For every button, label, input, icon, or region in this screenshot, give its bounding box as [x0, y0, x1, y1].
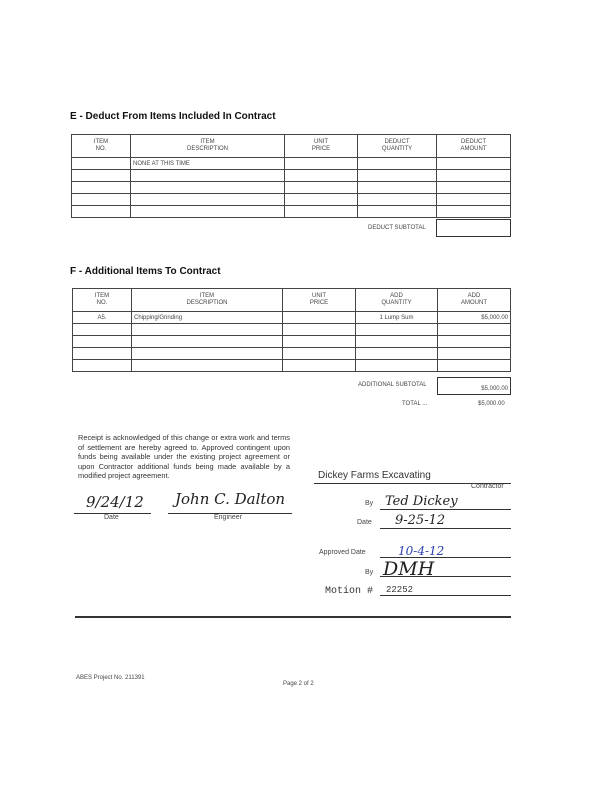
table-cell	[437, 206, 511, 218]
table-cell	[131, 206, 285, 218]
table-row	[73, 360, 511, 372]
receipt-text: Receipt is acknowledged of this change or extra work and terms of settlement are hereby agreed to. Approved contingent upon funds being available under the existing project agreement or upon Contractor additional funds being made available by a modified project agreement.	[78, 433, 290, 481]
table-cell	[132, 336, 283, 348]
table-cell	[437, 182, 511, 194]
table-cell: NONE AT THIS TIME	[131, 158, 285, 170]
table-cell	[132, 324, 283, 336]
table-row	[72, 206, 511, 218]
table-cell	[358, 182, 437, 194]
motion-value: 22252	[386, 585, 414, 595]
total-value: $5,000.00	[478, 401, 505, 407]
total-label: TOTAL ...	[402, 401, 428, 407]
table-cell	[283, 324, 356, 336]
table-row	[72, 170, 511, 182]
table-cell	[358, 158, 437, 170]
engineer-label: Engineer	[214, 514, 243, 521]
table-cell	[283, 312, 356, 324]
motion-label: Motion #	[325, 586, 374, 597]
approved-date-label: Approved Date	[319, 549, 366, 556]
table-header-row	[73, 289, 511, 312]
approved-date-value: 10-4-12	[398, 544, 445, 558]
table-cell	[438, 336, 511, 348]
table-cell	[356, 360, 438, 372]
table-cell	[283, 336, 356, 348]
table-header-row	[72, 135, 511, 158]
contractor-name: Dickey Farms Excavating	[318, 470, 431, 481]
column-header: ITEM DESCRIPTION	[131, 135, 285, 158]
deduct-subtotal-box	[436, 219, 511, 237]
table-cell	[72, 158, 131, 170]
table-row	[73, 312, 511, 324]
contractor-date-value: 9-25-12	[395, 513, 446, 528]
table-cell	[132, 360, 283, 372]
table-cell	[73, 336, 132, 348]
table-cell	[72, 170, 131, 182]
additional-subtotal-value: $5,000.00	[481, 386, 508, 392]
column-header: ITEM NO.	[73, 289, 132, 312]
deduct-table	[71, 134, 511, 218]
table-cell	[283, 348, 356, 360]
table-cell	[358, 194, 437, 206]
contractor-date-label: Date	[357, 519, 372, 526]
table-row	[72, 158, 511, 170]
table-row	[73, 324, 511, 336]
table-cell	[72, 182, 131, 194]
table-cell: $5,000.00	[438, 312, 511, 324]
column-header: DEDUCT AMOUNT	[437, 135, 511, 158]
table-cell	[131, 194, 285, 206]
engineer-date-value: 9/24/12	[86, 493, 144, 511]
table-cell	[358, 170, 437, 182]
table-cell	[438, 324, 511, 336]
table-cell	[358, 206, 437, 218]
table-cell	[73, 348, 132, 360]
table-cell	[285, 194, 358, 206]
project-number: ABES Project No. 211391	[76, 675, 145, 681]
table-cell	[73, 324, 132, 336]
table-cell	[132, 348, 283, 360]
engineer-date-label: Date	[104, 514, 119, 521]
table-cell	[356, 336, 438, 348]
table-cell	[131, 170, 285, 182]
contractor-by-label: By	[365, 500, 374, 507]
table-cell	[73, 360, 132, 372]
column-header: ADD QUANTITY	[356, 289, 438, 312]
additional-table	[72, 288, 511, 372]
table-cell: Chipping/Grinding	[132, 312, 283, 324]
additional-subtotal-box	[437, 377, 511, 395]
column-header: ITEM NO.	[72, 135, 131, 158]
page-number: Page 2 of 2	[283, 681, 314, 687]
table-cell	[131, 182, 285, 194]
table-cell	[285, 182, 358, 194]
contractor-signature: Ted Dickey	[385, 494, 458, 509]
column-header: UNIT PRICE	[285, 135, 358, 158]
column-header: UNIT PRICE	[283, 289, 356, 312]
table-row	[72, 182, 511, 194]
table-cell: A5.	[73, 312, 132, 324]
table-row	[73, 336, 511, 348]
engineer-signature: John C. Dalton	[175, 490, 286, 508]
section-f-title: F - Additional Items To Contract	[70, 266, 221, 277]
table-cell	[437, 170, 511, 182]
table-cell	[285, 206, 358, 218]
table-cell	[438, 360, 511, 372]
table-cell	[285, 158, 358, 170]
section-e-title: E - Deduct From Items Included In Contract	[70, 111, 276, 122]
approval-signature: DMH	[383, 558, 435, 580]
column-header: DEDUCT QUANTITY	[358, 135, 437, 158]
column-header: ITEM DESCRIPTION	[132, 289, 283, 312]
table-cell	[72, 206, 131, 218]
table-cell	[72, 194, 131, 206]
table-cell	[356, 324, 438, 336]
contractor-label: Contractor	[471, 483, 504, 490]
table-cell	[356, 348, 438, 360]
additional-subtotal-label: ADDITIONAL SUBTOTAL	[358, 382, 427, 388]
column-header: ADD AMOUNT	[438, 289, 511, 312]
table-cell	[283, 360, 356, 372]
deduct-subtotal-label: DEDUCT SUBTOTAL	[368, 225, 426, 231]
divider	[75, 616, 511, 618]
table-row	[73, 348, 511, 360]
table-cell	[438, 348, 511, 360]
table-cell	[437, 194, 511, 206]
table-cell	[285, 170, 358, 182]
table-cell: 1 Lump Sum	[356, 312, 438, 324]
table-cell	[437, 158, 511, 170]
approval-by-label: By	[365, 569, 374, 576]
table-row	[72, 194, 511, 206]
